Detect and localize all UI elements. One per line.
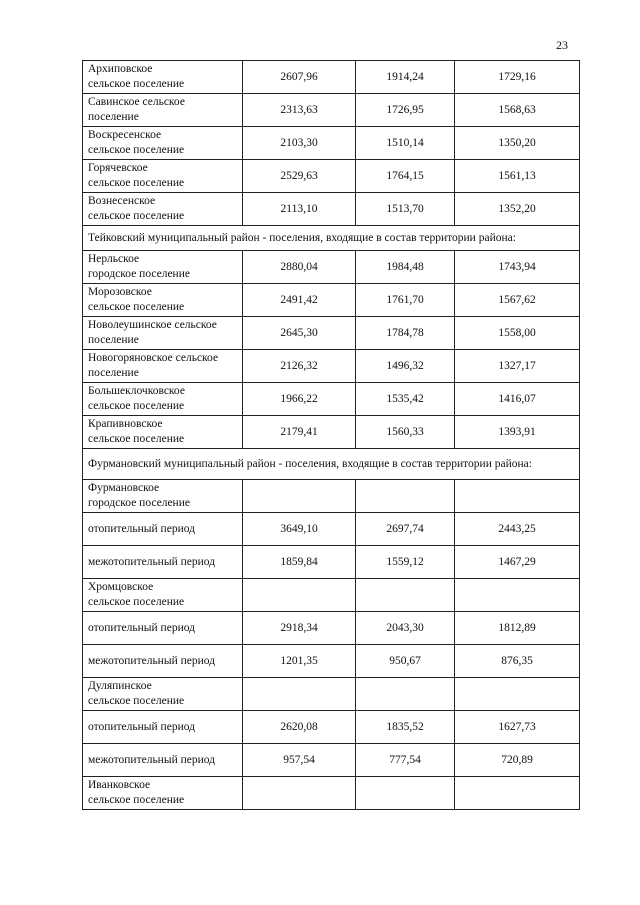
table-row	[83, 777, 580, 810]
table-row	[83, 546, 580, 579]
value-cell: 1784,78	[356, 317, 455, 350]
empty-cell	[455, 579, 580, 612]
table-row	[83, 317, 580, 350]
value-cell: 1812,89	[455, 612, 580, 645]
value-cell: 1513,70	[356, 193, 455, 226]
table-row	[83, 284, 580, 317]
empty-cell	[243, 678, 356, 711]
section-row	[83, 226, 580, 251]
value-cell: 1561,13	[455, 160, 580, 193]
value-cell: 1416,07	[455, 383, 580, 416]
empty-cell	[243, 777, 356, 810]
value-cell: 777,54	[356, 744, 455, 777]
value-cell: 1761,70	[356, 284, 455, 317]
empty-cell	[243, 579, 356, 612]
empty-cell	[356, 480, 455, 513]
value-cell: 2918,34	[243, 612, 356, 645]
value-cell: 1567,62	[455, 284, 580, 317]
section-heading: Фурмановский муниципальный район - поселения, входящие в состав территории района:	[83, 449, 580, 480]
value-cell: 1535,42	[356, 383, 455, 416]
value-cell: 1859,84	[243, 546, 356, 579]
empty-cell	[356, 777, 455, 810]
table-row	[83, 94, 580, 127]
value-cell: 1559,12	[356, 546, 455, 579]
settlement-name: Нерльское городское поселение	[83, 251, 243, 284]
settlement-name: Крапивновское сельское поселение	[83, 416, 243, 449]
value-cell: 2443,25	[455, 513, 580, 546]
settlement-name: Иванковское сельское поселение	[83, 777, 243, 810]
table-row	[83, 744, 580, 777]
tariff-table	[82, 60, 580, 810]
value-cell: 2043,30	[356, 612, 455, 645]
table-row	[83, 612, 580, 645]
value-cell: 2126,32	[243, 350, 356, 383]
table-row	[83, 513, 580, 546]
empty-cell	[455, 678, 580, 711]
settlement-name: Вознесенское сельское поселение	[83, 193, 243, 226]
value-cell: 957,54	[243, 744, 356, 777]
period-label: отопительный период	[83, 711, 243, 744]
settlement-name: Фурмановское городское поселение	[83, 480, 243, 513]
value-cell: 2645,30	[243, 317, 356, 350]
value-cell: 1201,35	[243, 645, 356, 678]
table-row	[83, 645, 580, 678]
table-row	[83, 678, 580, 711]
value-cell: 1966,22	[243, 383, 356, 416]
value-cell: 2607,96	[243, 61, 356, 94]
value-cell: 2620,08	[243, 711, 356, 744]
value-cell: 1560,33	[356, 416, 455, 449]
value-cell: 1914,24	[356, 61, 455, 94]
table-row	[83, 383, 580, 416]
value-cell: 1743,94	[455, 251, 580, 284]
section-row	[83, 449, 580, 480]
empty-cell	[356, 579, 455, 612]
settlement-name: Дуляпинское сельское поселение	[83, 678, 243, 711]
settlement-name: Новогоряновское сельское поселение	[83, 350, 243, 383]
value-cell: 1510,14	[356, 127, 455, 160]
value-cell: 2113,10	[243, 193, 356, 226]
section-heading: Тейковский муниципальный район - поселения, входящие в состав территории района:	[83, 226, 580, 251]
table-row	[83, 251, 580, 284]
value-cell: 1467,29	[455, 546, 580, 579]
settlement-name: Архиповское сельское поселение	[83, 61, 243, 94]
period-label: межотопительный период	[83, 546, 243, 579]
table-row	[83, 61, 580, 94]
settlement-name: Большеклочковское сельское поселение	[83, 383, 243, 416]
value-cell: 1496,32	[356, 350, 455, 383]
table-row	[83, 127, 580, 160]
value-cell: 720,89	[455, 744, 580, 777]
value-cell: 1393,91	[455, 416, 580, 449]
table-row	[83, 350, 580, 383]
table-row	[83, 711, 580, 744]
page-number: 23	[556, 38, 568, 52]
value-cell: 2880,04	[243, 251, 356, 284]
settlement-name: Хромцовское сельское поселение	[83, 579, 243, 612]
empty-cell	[455, 777, 580, 810]
value-cell: 3649,10	[243, 513, 356, 546]
empty-cell	[243, 480, 356, 513]
value-cell: 1835,52	[356, 711, 455, 744]
settlement-name: Новолеушинское сельское поселение	[83, 317, 243, 350]
value-cell: 2313,63	[243, 94, 356, 127]
value-cell: 1729,16	[455, 61, 580, 94]
value-cell: 1352,20	[455, 193, 580, 226]
settlement-name: Горячевское сельское поселение	[83, 160, 243, 193]
value-cell: 1984,48	[356, 251, 455, 284]
value-cell: 1726,95	[356, 94, 455, 127]
value-cell: 2529,63	[243, 160, 356, 193]
value-cell: 2103,30	[243, 127, 356, 160]
value-cell: 1327,17	[455, 350, 580, 383]
table-row	[83, 579, 580, 612]
table-row	[83, 193, 580, 226]
period-label: отопительный период	[83, 612, 243, 645]
value-cell: 1568,63	[455, 94, 580, 127]
table-row	[83, 160, 580, 193]
period-label: межотопительный период	[83, 744, 243, 777]
settlement-name: Савинское сельское поселение	[83, 94, 243, 127]
table-row	[83, 480, 580, 513]
empty-cell	[455, 480, 580, 513]
value-cell: 2491,42	[243, 284, 356, 317]
empty-cell	[356, 678, 455, 711]
value-cell: 950,67	[356, 645, 455, 678]
value-cell: 1627,73	[455, 711, 580, 744]
value-cell: 1350,20	[455, 127, 580, 160]
value-cell: 876,35	[455, 645, 580, 678]
value-cell: 2179,41	[243, 416, 356, 449]
settlement-name: Воскресенское сельское поселение	[83, 127, 243, 160]
value-cell: 1764,15	[356, 160, 455, 193]
value-cell: 1558,00	[455, 317, 580, 350]
table-row	[83, 416, 580, 449]
settlement-name: Морозовское сельское поселение	[83, 284, 243, 317]
value-cell: 2697,74	[356, 513, 455, 546]
period-label: межотопительный период	[83, 645, 243, 678]
period-label: отопительный период	[83, 513, 243, 546]
